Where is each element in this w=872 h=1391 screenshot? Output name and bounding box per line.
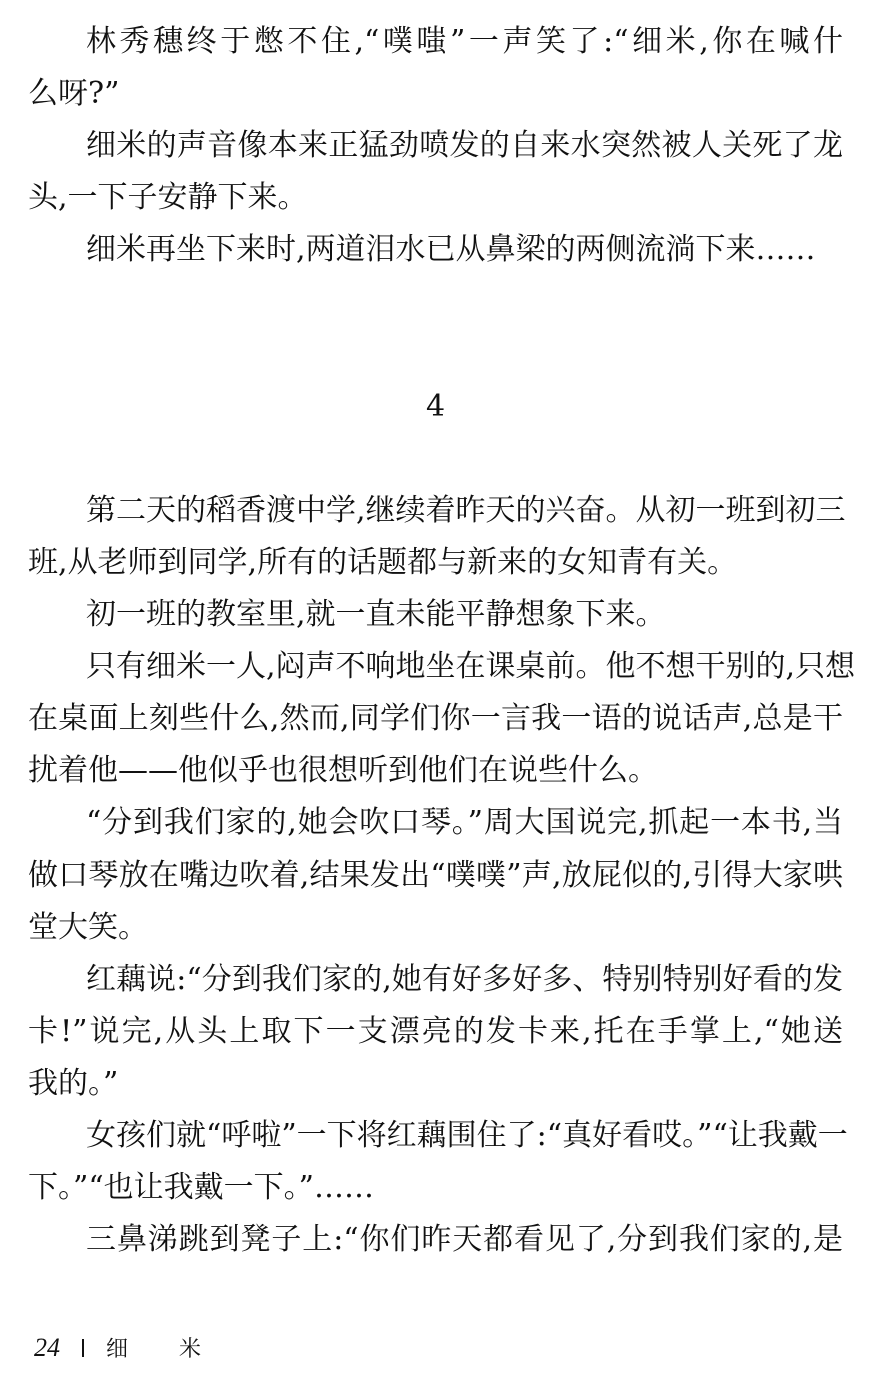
page-footer — [34, 1332, 223, 1363]
text-line: 第二天的稻香渡中学,继续着昨天的兴奋。从初一班到初三 — [86, 492, 846, 528]
text-line: “分到我们家的,她会吹口琴。”周大国说完,抓起一本书,当 — [86, 805, 843, 841]
text-line: 堂大笑。 — [28, 909, 148, 945]
text-line: 初一班的教室里,就一直未能平静想象下来。 — [86, 597, 666, 633]
text-line: 林秀穗终于憋不住,“噗嗤”一声笑了:“细米,你在喊什 — [86, 24, 843, 59]
text-line: 下。”“也让我戴一下。”…… — [28, 1170, 375, 1206]
text-line: 么呀?” — [28, 76, 120, 112]
text-line: 卡!”说完,从头上取下一支漂亮的发卡来,托在手掌上,“她送 — [28, 1013, 843, 1049]
text-line: 头,一下子安静下来。 — [28, 180, 308, 216]
text-line: 班,从老师到同学,所有的话题都与新来的女知青有关。 — [28, 544, 738, 580]
text-line: 女孩们就“呼啦”一下将红藕围住了:“真好看哎。”“让我戴一 — [86, 1117, 848, 1153]
text-line: 细米再坐下来时,两道泪水已从鼻梁的两侧流淌下来…… — [86, 232, 816, 268]
footer-divider — [82, 1339, 84, 1357]
text-line: 细米的声音像本来正猛劲喷发的自来水突然被人关死了龙 — [86, 128, 843, 164]
text-line: 做口琴放在嘴边吹着,结果发出“噗噗”声,放屁似的,引得大家哄 — [28, 857, 843, 893]
text-line: 在桌面上刻些什么,然而,同学们你一言我一语的说话声,总是干 — [28, 701, 843, 737]
text-line: 我的。” — [28, 1065, 119, 1101]
text-line: 三鼻涕跳到凳子上:“你们昨天都看见了,分到我们家的,是 — [86, 1222, 843, 1258]
page-body — [28, 16, 856, 1266]
page-number: 24 — [34, 1332, 60, 1362]
chapter-number: 4 — [425, 388, 446, 424]
text-line: 红藕说:“分到我们家的,她有好多好多、特别特别好看的发 — [86, 961, 843, 997]
text-line: 只有细米一人,闷声不响地坐在课桌前。他不想干别的,只想 — [86, 649, 856, 685]
text-line: 扰着他——他似乎也很想听到他们在说些什么。 — [28, 753, 658, 789]
book-title: 细 米 — [106, 1337, 223, 1362]
